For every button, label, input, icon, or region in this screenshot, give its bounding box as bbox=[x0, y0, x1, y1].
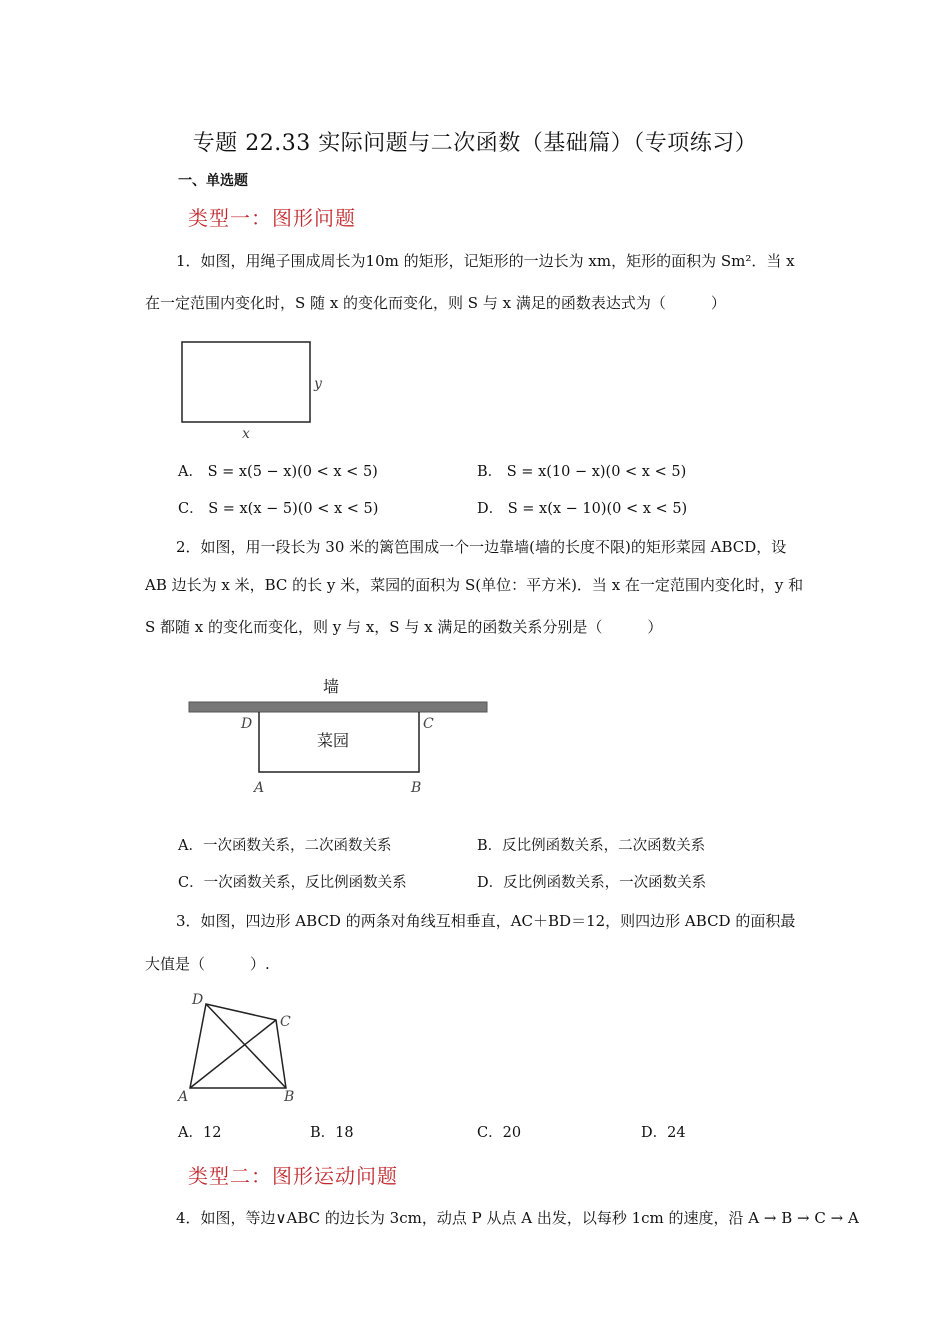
q3-option-b[interactable]: B．18 bbox=[310, 1125, 354, 1141]
q2-line1: 2．如图，用一段长为 30 米的篱笆围成一个一边靠墙(墙的长度不限)的矩形菜园 ABCD，设 bbox=[176, 538, 787, 556]
type2-heading: 类型二：图形运动问题 bbox=[188, 1164, 398, 1188]
q2-label-c: C bbox=[423, 716, 434, 732]
q3-label-b: B bbox=[284, 1089, 295, 1105]
q3-line1: 3．如图，四边形 ABCD 的两条对角线互相垂直，AC＋BD＝12，则四边形 ABCD 的面积最 bbox=[176, 912, 796, 930]
q2-option-c[interactable]: C．一次函数关系，反比例函数关系 bbox=[178, 875, 407, 891]
q2-option-d[interactable]: D．反比例函数关系，一次函数关系 bbox=[477, 875, 707, 891]
q1-option-a[interactable]: A． S = x(5 − x)(0 < x < 5) bbox=[178, 464, 378, 480]
q3-option-c[interactable]: C．20 bbox=[477, 1125, 522, 1141]
q1-option-c[interactable]: C． S = x(x − 5)(0 < x < 5) bbox=[178, 501, 379, 517]
q3-label-d: D bbox=[192, 992, 204, 1008]
q2-label-d: D bbox=[241, 716, 253, 732]
section-heading: 一、单选题 bbox=[178, 173, 248, 189]
q3-quadrilateral bbox=[190, 1004, 286, 1088]
q3-option-a[interactable]: A．12 bbox=[178, 1125, 222, 1141]
q2-wall bbox=[189, 702, 487, 712]
q2-label-b: B bbox=[411, 780, 422, 796]
q1-option-d[interactable]: D． S = x(x − 10)(0 < x < 5) bbox=[477, 501, 688, 517]
q1-option-b[interactable]: B． S = x(10 − x)(0 < x < 5) bbox=[477, 464, 687, 480]
q3-diagonal-bd bbox=[206, 1004, 286, 1088]
q2-garden-figure bbox=[180, 668, 500, 798]
q1-rectangle bbox=[182, 342, 310, 422]
q1-line1: 1．如图，用绳子围成周长为10m 的矩形，记矩形的一边长为 xm，矩形的面积为 Sm²．当 x bbox=[176, 252, 795, 270]
q3-label-c: C bbox=[280, 1014, 291, 1030]
q2-option-a[interactable]: A．一次函数关系，二次函数关系 bbox=[178, 838, 392, 854]
page-title: 专题 22.33 实际问题与二次函数（基础篇）（专项练习） bbox=[192, 131, 758, 156]
q2-label-wall: 墙 bbox=[323, 677, 340, 696]
q3-option-d[interactable]: D．24 bbox=[641, 1125, 686, 1141]
q2-line3: S 都随 x 的变化而变化，则 y 与 x，S 与 x 满足的函数关系分别是（ ） bbox=[145, 618, 663, 636]
q1-rectangle-figure bbox=[170, 336, 340, 446]
q2-label-garden: 菜园 bbox=[317, 731, 350, 750]
type1-heading: 类型一：图形问题 bbox=[188, 206, 356, 230]
q2-line2: AB 边长为 x 米，BC 的长 y 米，菜园的面积为 S(单位：平方米)．当 x 在一定范围内变化时，y 和 bbox=[145, 576, 804, 594]
q1-line2: 在一定范围内变化时，S 随 x 的变化而变化，则 S 与 x 满足的函数表达式为（ ） bbox=[145, 294, 726, 312]
q3-line2: 大值是（ ）. bbox=[145, 955, 270, 973]
q2-option-b[interactable]: B．反比例函数关系，二次函数关系 bbox=[477, 838, 706, 854]
q3-diagonal-ac bbox=[190, 1020, 276, 1088]
q3-quadrilateral-figure bbox=[170, 988, 310, 1106]
q2-label-a: A bbox=[254, 780, 265, 796]
q1-label-x: x bbox=[242, 426, 250, 442]
q4-line1: 4．如图，等边∨ABC 的边长为 3cm，动点 P 从点 A 出发，以每秒 1cm 的速度，沿 A → B → C → A bbox=[176, 1209, 859, 1227]
q1-label-y: y bbox=[314, 376, 322, 392]
q3-label-a: A bbox=[178, 1089, 189, 1105]
